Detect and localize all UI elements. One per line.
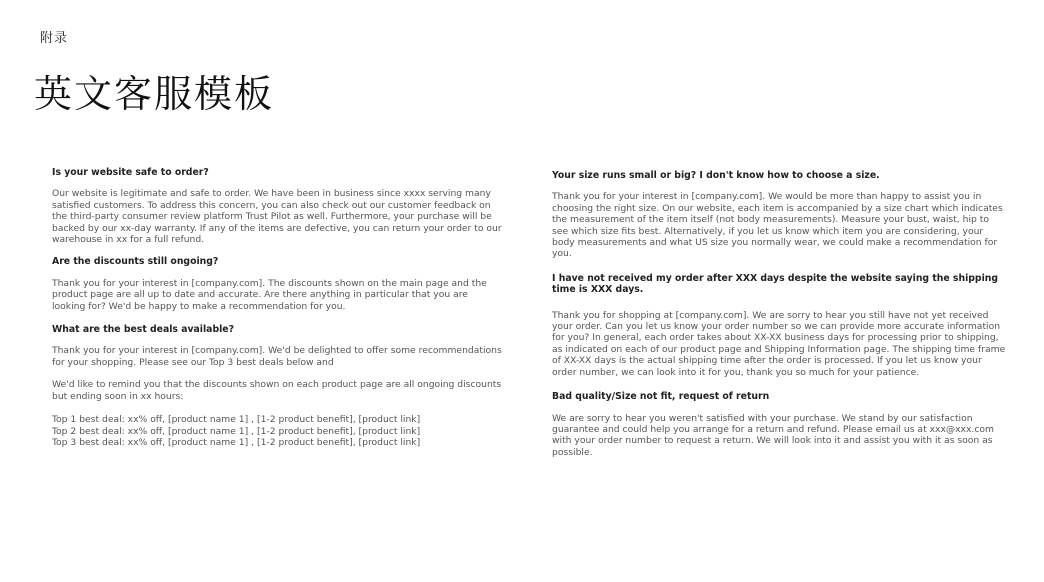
deal-line: Top 3 best deal: xx% off, [product name 1] , [1-2 product benefit], [product link]	[52, 436, 421, 448]
faq-answer	[552, 191, 1006, 259]
faq-item-best-deals	[52, 324, 504, 448]
faq-answer-paragraph: Thank you for your interest in [company.com]. We'd be delighted to offer some recommendations for your shopping. Please see our Top 3 best deals below and	[52, 345, 502, 368]
faq-question: Bad quality/Size not fit, request of return	[552, 391, 770, 403]
faq-item-order-not-received	[552, 273, 1006, 378]
faq-item-size-choice	[552, 170, 1006, 260]
page-label: 附录	[40, 31, 69, 46]
faq-question: I have not received my order after XXX days despite the website saying the shipping time is XXX days.	[552, 272, 999, 296]
faq-answer-paragraph: Thank you for your interest in [company.com]. We would be more than happy to assist you in choosing the right size. On our website, each item is accompanied by a size chart which indicates the measurement of the item itself (not body measurements). Measure your bust, waist, hip to see which size fits best. Alternatively, if you let us know which item you are considering, your body measurements and what US size you normally wear, we could make a recommendation for you.	[552, 191, 1003, 260]
faq-answer	[552, 310, 1006, 378]
faq-question: Your size runs small or big? I don't know how to choose a size.	[552, 170, 880, 181]
faq-answer	[552, 413, 1006, 459]
faq-item-discounts-ongoing	[52, 256, 504, 312]
deals-list	[52, 414, 504, 448]
right-column	[552, 170, 1006, 458]
deal-line: Top 1 best deal: xx% off, [product name 1] , [1-2 product benefit], [product link]	[52, 414, 421, 426]
faq-question: What are the best deals available?	[52, 324, 234, 336]
left-column	[52, 167, 504, 448]
faq-answer-paragraph: We'd like to remind you that the discounts shown on each product page are all ongoing discounts but ending soon in xx hours:	[52, 379, 502, 402]
faq-answer	[52, 188, 504, 245]
faq-question: Is your website safe to order?	[52, 167, 209, 178]
faq-item-return-request	[552, 391, 1006, 458]
faq-question: Are the discounts still ongoing?	[52, 256, 219, 268]
faq-answer-paragraph: Thank you for shopping at [company.com]. We are sorry to hear you still have not yet received your order. Can you let us know your order number so we can provide more accurate information for you? In general, each order takes about XX-XX business days for processing prior to shipping, as indicated on each of our product page and Shipping Information page. The shipping time frame of XX-XX days is the actual shipping time after the order is processed. If you let us know your order number, we can look into it for you, thank you so much for your patience.	[552, 309, 1006, 378]
faq-item-website-safe	[52, 167, 504, 245]
faq-answer	[52, 345, 504, 448]
faq-answer	[52, 278, 504, 312]
deal-line: Top 2 best deal: xx% off, [product name 1] , [1-2 product benefit], [product link]	[52, 425, 421, 437]
faq-answer-paragraph: Our website is legitimate and safe to order. We have been in business since xxxx serving many satisfied customers. To address this concern, you can also check out our customer feedback on the third-party consumer review platform Trust Pilot as well. Furthermore, your purchase will be backed by our xx-day warranty. If any of the items are defective, you can return your order to our warehouse in xx for a full refund.	[52, 188, 502, 246]
page-title: 英文客服模板	[34, 72, 275, 116]
faq-answer-paragraph: Thank you for your interest in [company.com]. The discounts shown on the main page and the product page are all up to date and accurate. Are there anything in particular that you are looking for? We'd be happy to make a recommendation for you.	[52, 277, 487, 312]
faq-answer-paragraph: We are sorry to hear you weren't satisfied with your purchase. We stand by our satisfaction guarantee and could help you arrange for a return and refund. Please email us at xxx@xxx.com with your order number to request a return. We will look into it and assist you with it as soon as possible.	[552, 412, 994, 458]
